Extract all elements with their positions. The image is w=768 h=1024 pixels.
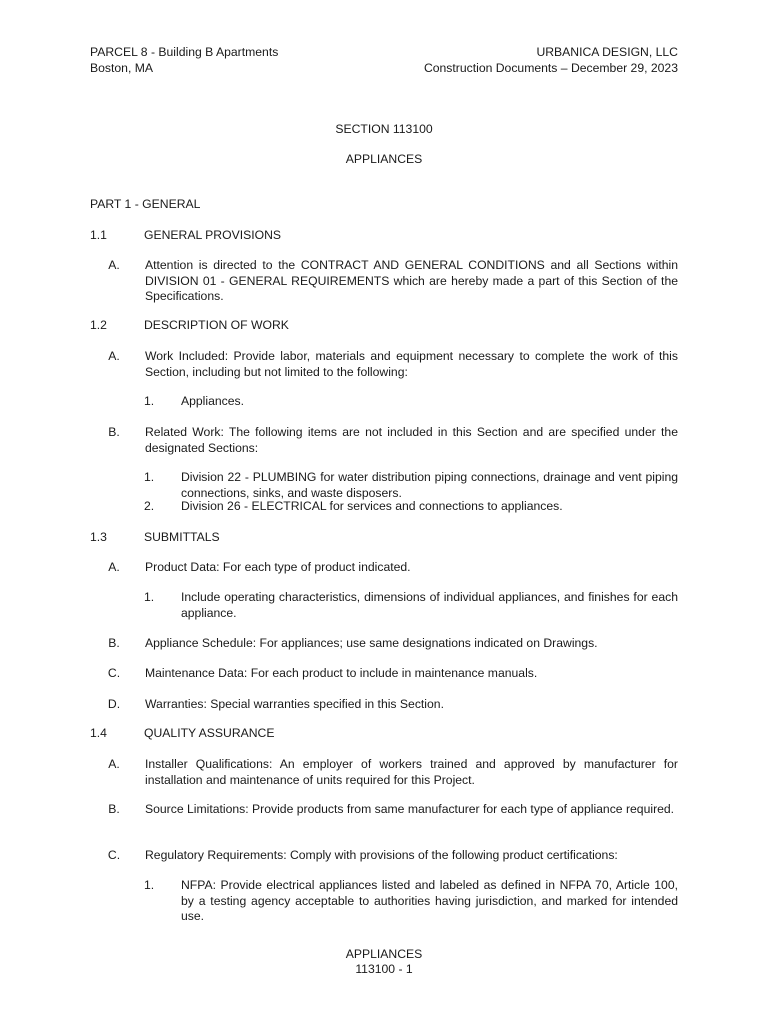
paragraph-text: Attention is directed to the CONTRACT AND GENERAL CONDITIONS and all Sections within DIVISION 01 - GENERAL REQUIREMENTS which are hereby made a part of this Section of the Specifications. [145, 258, 678, 303]
part-heading: PART 1 - GENERAL [90, 197, 201, 211]
article-number: 1.3 [90, 530, 107, 544]
subparagraph-label: 1. [144, 470, 155, 484]
header-firm: URBANICA DESIGN, LLC [536, 45, 678, 59]
article-title: QUALITY ASSURANCE [144, 726, 275, 740]
subparagraph-label: 1. [144, 590, 155, 604]
header-doc-date: Construction Documents – December 29, 2023 [423, 61, 678, 75]
subparagraph-text: Division 26 - ELECTRICAL for services and connections to appliances. [181, 499, 563, 513]
paragraph-label: D. [107, 697, 121, 711]
footer-title: APPLIANCES [345, 947, 423, 961]
paragraph-text: Warranties: Special warranties specified in this Section. [145, 697, 444, 711]
paragraph-label: A. [108, 349, 120, 363]
paragraph-text: Related Work: The following items are not included in this Section and are specified under the designated Sections: [145, 425, 678, 455]
article-title: SUBMITTALS [144, 530, 220, 544]
paragraph-text: Regulatory Requirements: Comply with provisions of the following product certifications: [145, 848, 618, 862]
subparagraph-text: Division 22 - PLUMBING for water distribution piping connections, drainage and vent piping connections, sinks, and waste disposers. [181, 470, 678, 500]
article-title: GENERAL PROVISIONS [144, 228, 282, 242]
section-number: SECTION 113100 [335, 122, 433, 136]
paragraph-label: B. [108, 802, 120, 816]
paragraph-label: A. [108, 757, 120, 771]
paragraph-label: C. [107, 666, 121, 680]
header-location: Boston, MA [90, 61, 153, 75]
paragraph-text: Work Included: Provide labor, materials and equipment necessary to complete the work of this Section, including but not limited to the following: [145, 349, 678, 379]
paragraph-label: B. [108, 425, 120, 439]
paragraph-label: C. [107, 848, 121, 862]
paragraph-text: Maintenance Data: For each product to include in maintenance manuals. [145, 666, 538, 680]
subparagraph-label: 1. [144, 878, 155, 892]
paragraph-text: Installer Qualifications: An employer of workers trained and approved by manufacturer for installation and maintenance of units required for this Project. [145, 757, 678, 787]
subparagraph-label: 2. [144, 499, 155, 513]
section-title: APPLIANCES [345, 152, 423, 166]
subparagraph-label: 1. [144, 394, 155, 408]
subparagraph-text: NFPA: Provide electrical appliances listed and labeled as defined in NFPA 70, Article 100, by a testing agency acceptable to authorities having jurisdiction, and marked for intended use. [181, 878, 678, 923]
footer-page-number: 113100 - 1 [355, 962, 413, 976]
article-number: 1.4 [90, 726, 107, 740]
paragraph-text: Appliance Schedule: For appliances; use same designations indicated on Drawings. [145, 636, 598, 650]
paragraph-label: B. [108, 636, 120, 650]
paragraph-text: Source Limitations: Provide products from same manufacturer for each type of appliance required. [145, 802, 675, 816]
article-number: 1.1 [90, 228, 107, 242]
paragraph-label: A. [108, 258, 120, 272]
article-title: DESCRIPTION OF WORK [144, 318, 289, 332]
header-project: PARCEL 8 - Building B Apartments [90, 45, 279, 59]
subparagraph-text: Include operating characteristics, dimensions of individual appliances, and finishes for each appliance. [181, 590, 678, 620]
paragraph-label: A. [108, 560, 120, 574]
paragraph-text: Product Data: For each type of product indicated. [145, 560, 411, 574]
subparagraph-text: Appliances. [181, 394, 245, 408]
article-number: 1.2 [90, 318, 107, 332]
